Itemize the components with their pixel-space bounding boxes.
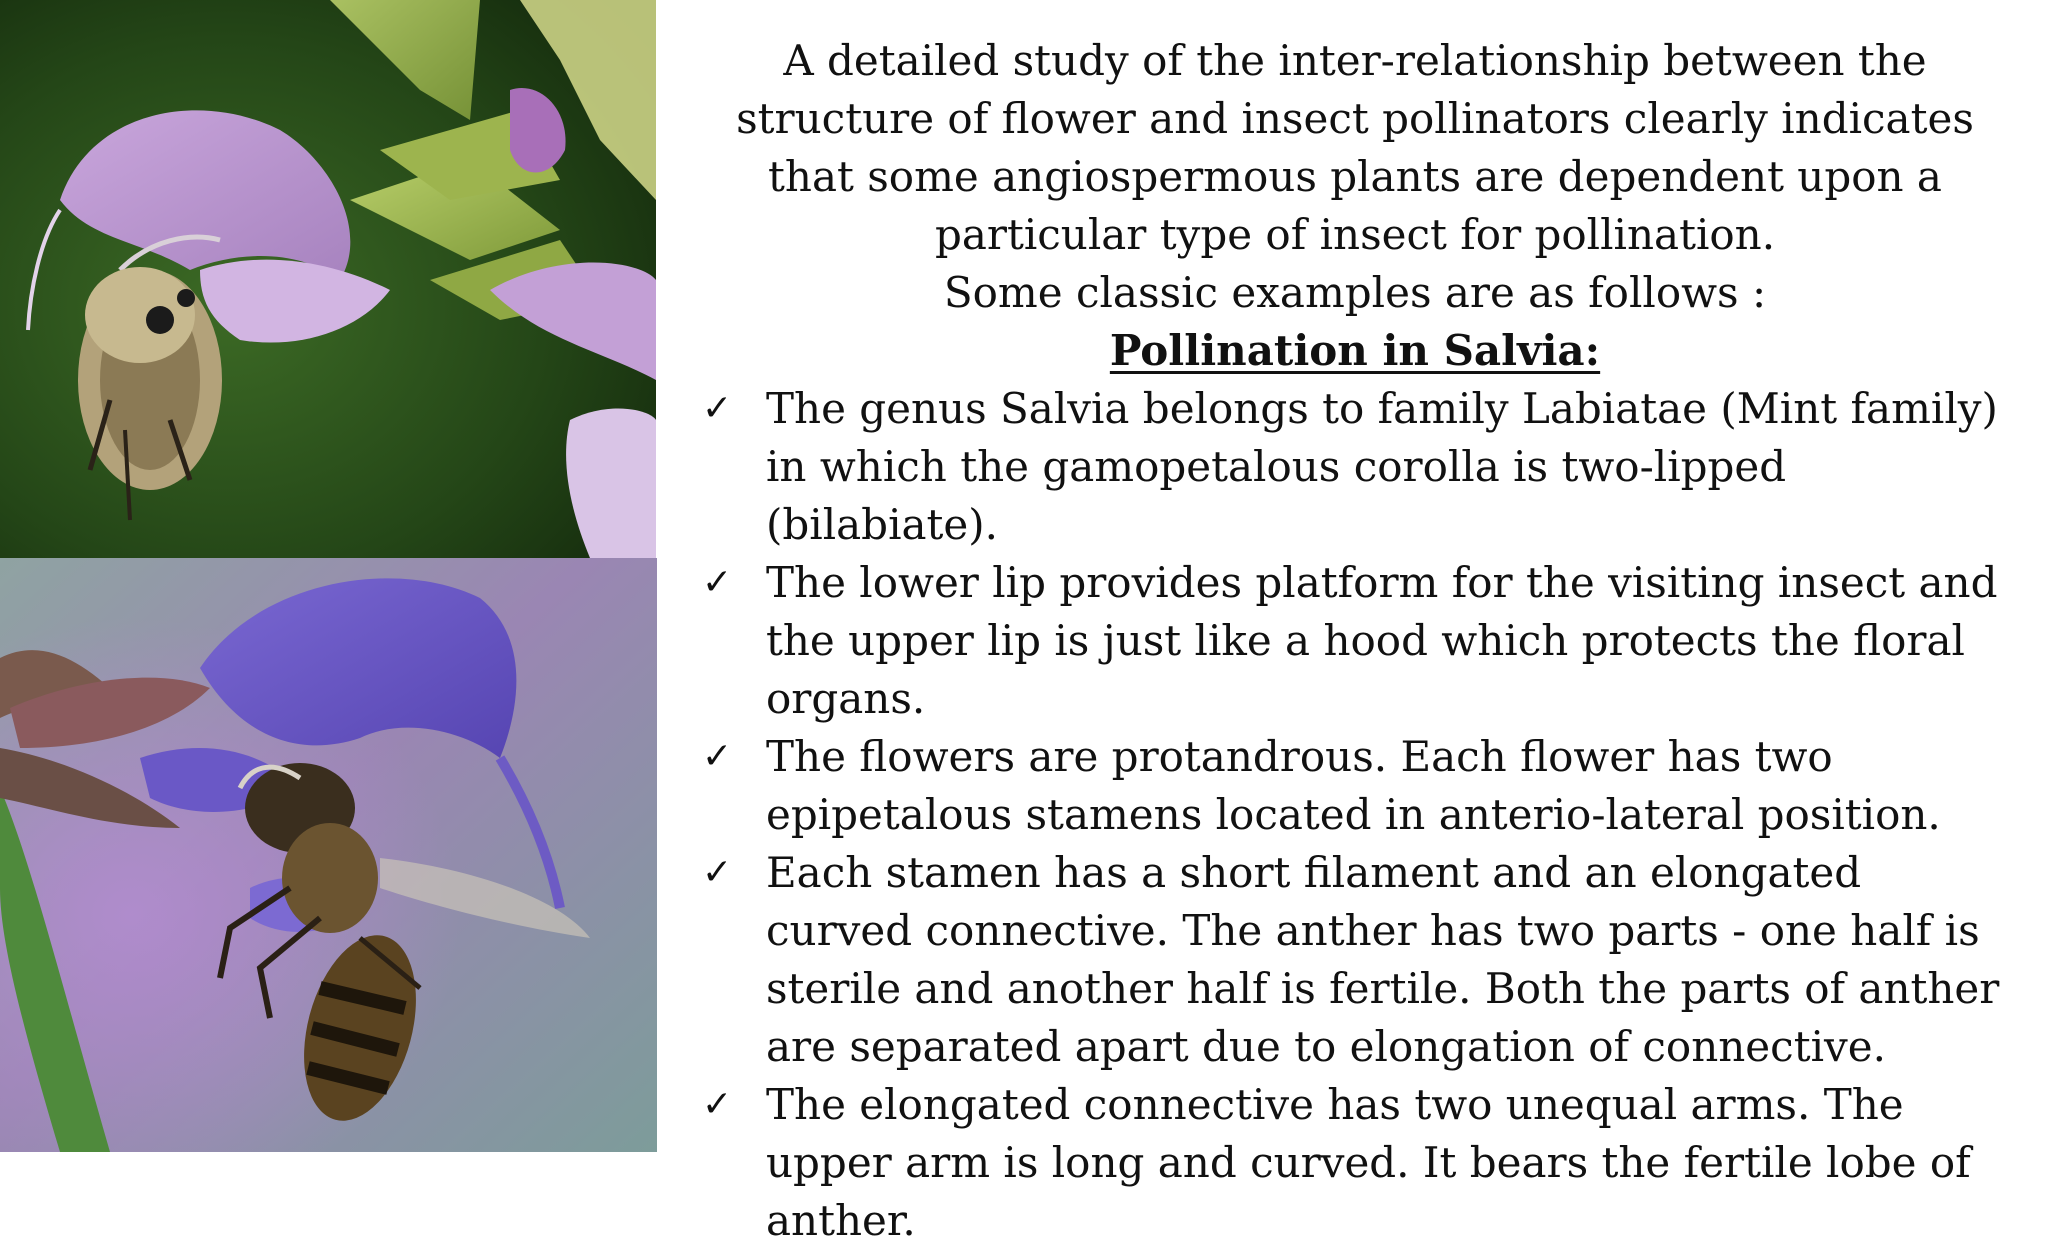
bullet-text: The elongated connective has two unequal arms. The upper arm is long and curved. It bears the fertile lobe of anther. [766,1080,1971,1245]
list-item [690,728,2020,844]
bullet-text: The genus Salvia belongs to family Labiatae (Mint family) in which the gamopetalous corolla is two-lipped (bilabiate). [766,384,1998,549]
check-mark-icon: ✓ [702,736,733,777]
section-heading-text: Pollination in Salvia: [1109,326,1601,375]
intro-paragraph: A detailed study of the inter-relationship between the structure of flower and insect pollinators clearly indicates that some angiospermous plants are dependent upon a particular type of insect for pollination. [736,36,1974,259]
list-item [690,1076,2020,1250]
examples-line: Some classic examples are as follows : [943,268,1767,317]
salvia-bee-photo-bottom [0,558,657,1152]
bullet-text: The lower lip provides platform for the visiting insect and the upper lip is just like a hood which protects the floral organs. [766,558,1998,723]
slide-text [690,32,2020,1245]
bullet-list [690,380,2020,1250]
bullet-text: Each stamen has a short filament and an elongated curved connective. The anther has two parts - one half is sterile and another half is fertile. Both the parts of anther are separated apart due to elongation of connective. [766,848,2000,1071]
list-item [690,554,2020,728]
salvia-bee-photo-top [0,0,656,558]
list-item [690,844,2020,1076]
check-mark-icon: ✓ [702,852,733,893]
check-mark-icon: ✓ [702,1084,733,1125]
check-mark-icon: ✓ [702,562,733,603]
check-mark-icon: ✓ [702,388,733,429]
bullet-text: The flowers are protandrous. Each flower has two epipetalous stamens located in anterio-lateral position. [766,732,1941,839]
section-heading [690,322,2020,380]
list-item [690,380,2020,554]
